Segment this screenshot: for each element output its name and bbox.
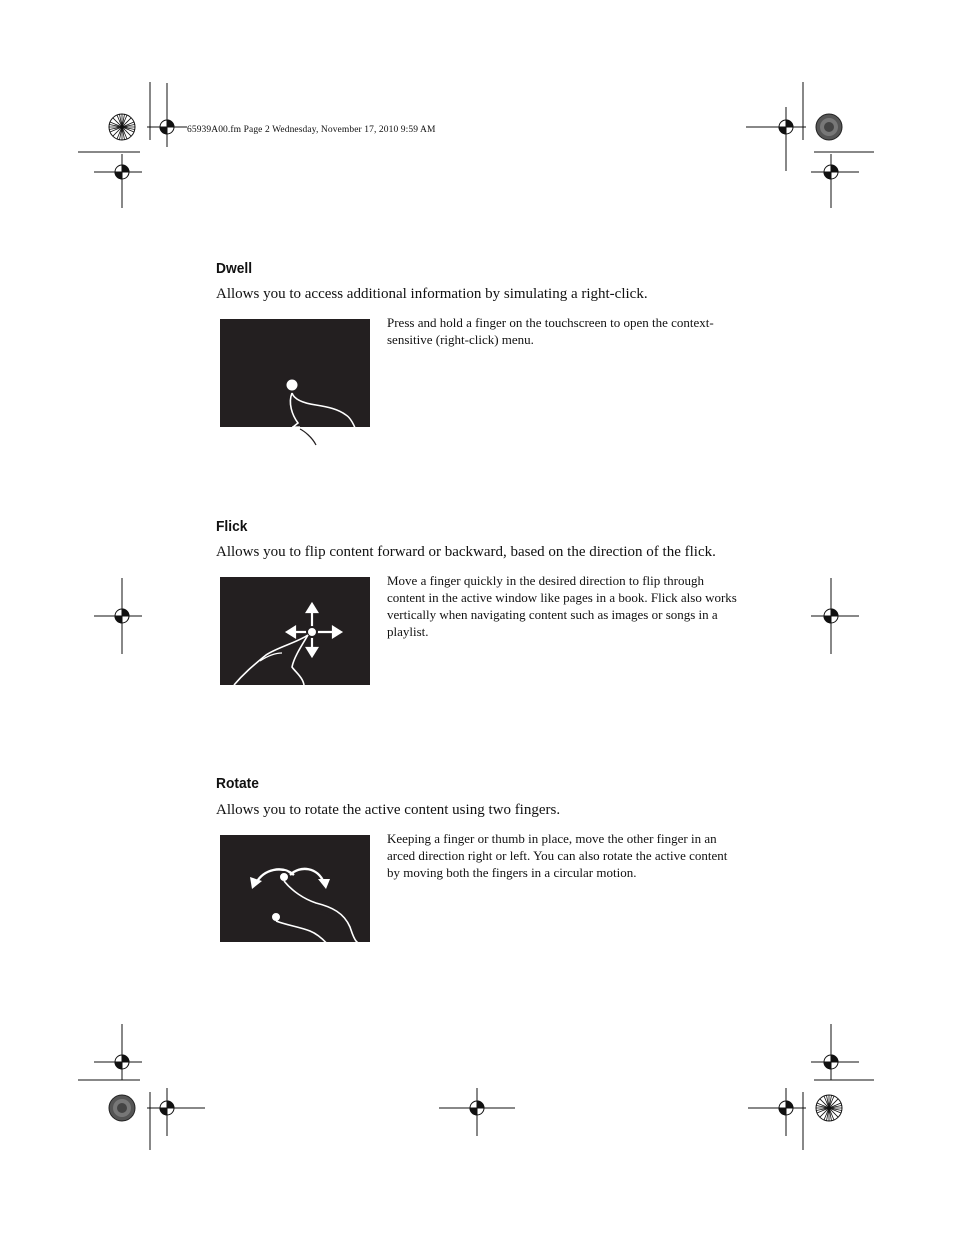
section-description-rotate: Keeping a finger or thumb in place, move the other finger in an arced direction right or left. You can also rotate the active content by moving both the fingers in a circular motion.	[387, 831, 728, 880]
section-title-dwell: Dwell	[216, 260, 253, 277]
rotate-hand-illustration	[220, 835, 370, 975]
dwell-hand-illustration	[220, 319, 370, 479]
section-description-flick: Move a finger quickly in the desired direction to flip through content in the active window like pages in a book. Flick also works vertically when navigating content such as images or songs in a playlist.	[387, 573, 737, 639]
section-description-dwell: Press and hold a finger on the touchscreen to open the context-sensitive (right-click) menu.	[387, 315, 714, 347]
section-intro-rotate: Allows you to rotate the active content using two fingers.	[216, 802, 561, 818]
section-title-flick: Flick	[216, 518, 248, 535]
section-title-rotate: Rotate	[216, 775, 259, 792]
print-header: 65939A00.fm Page 2 Wednesday, November 17, 2010 9:59 AM	[187, 125, 436, 135]
section-intro-dwell: Allows you to access additional information by simulating a right-click.	[216, 286, 648, 302]
flick-hand-illustration	[220, 577, 370, 737]
section-intro-flick: Allows you to flip content forward or backward, based on the direction of the flick.	[216, 544, 716, 560]
